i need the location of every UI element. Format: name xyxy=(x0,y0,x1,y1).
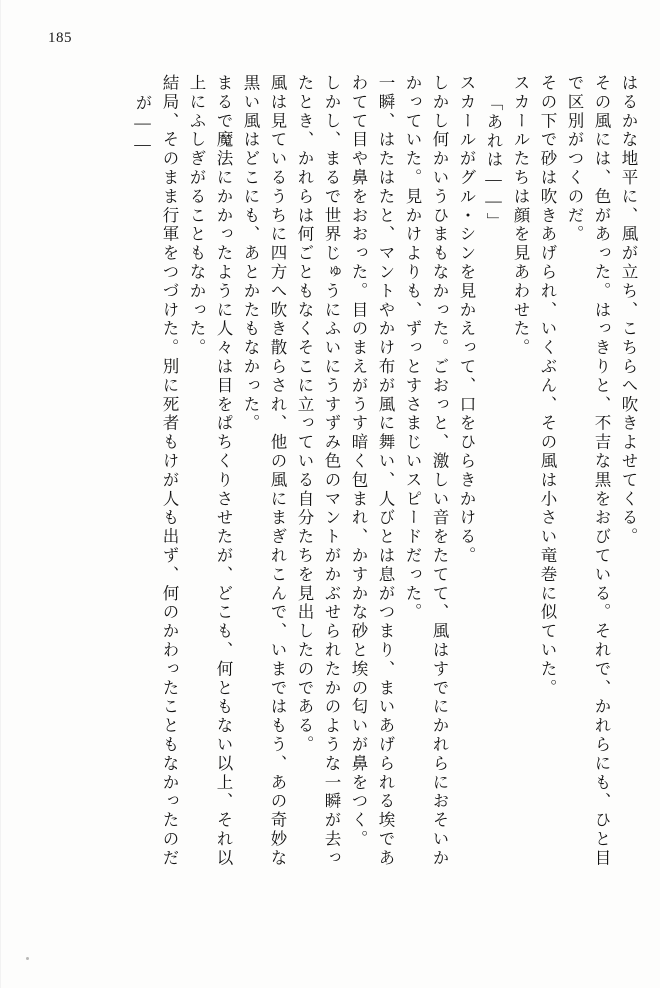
text-column: たとき、かれらは何ごともなくそこに立っている自分たちを見出したのである。 xyxy=(295,74,314,755)
text-column: はるかな地平に、風が立ち、こちらへ吹きよせてくる。 xyxy=(619,74,638,547)
text-column: スカールたちは顔を見あわせた。 xyxy=(511,74,530,358)
text-column: が—— xyxy=(133,94,152,156)
text-column: 一瞬、はたはたと、マントやかけ布が風に舞い、人びとは息がつまり、まいあげられる埃であ xyxy=(376,74,395,868)
text-column: わてて目や鼻をおおった。目のまえがうす暗く包まれ、かすかな砂と埃の匂いが鼻をつく。 xyxy=(349,74,368,849)
text-column: その風には、色があった。はっきりと、不吉な黒をおびている。それで、かれらにも、ひと目 xyxy=(592,74,611,868)
text-column: スカールがグル・シンを見かえって、口をひらきかける。 xyxy=(457,74,476,566)
scan-artifact-speck xyxy=(26,957,29,960)
text-column: 黒い風はどこにも、あとかたもなかった。 xyxy=(241,74,260,434)
text-column: で区別がつくのだ。 xyxy=(565,74,584,245)
text-column: 上にふしぎがることもなかった。 xyxy=(187,74,206,358)
text-column: 「あれは——」 xyxy=(484,94,503,232)
vertical-text-block xyxy=(40,74,636,934)
text-column: 結局、そのまま行軍をつづけた。別に死者もけが人も出ず、何のかわったこともなかったのだ xyxy=(160,74,179,868)
text-column: その下で砂は吹きあげられ、いくぶん、その風は小さい竜巻に似ていた。 xyxy=(538,74,557,698)
page-number: 185 xyxy=(48,30,72,46)
text-column: しかし、まるで世界じゅうにふいにうすずみ色のマントがかぶせられたかのような一瞬が去っ xyxy=(322,74,341,868)
text-column: まるで魔法にかかったように人々は目をぱちくりさせたが、どこも、何ともない以上、それ以 xyxy=(214,74,233,868)
text-column: しかし何かいうひまもなかった。ごおっと、激しい音をたてて、風はすでにかれらにおそいか xyxy=(430,74,449,868)
text-column: 風は見ているうちに四方へ吹き散らされ、他の風にまぎれこんで、いまではもう、あの奇妙な xyxy=(268,74,287,868)
text-column: かっていた。見かけよりも、ずっとすさまじいスピードだった。 xyxy=(403,74,422,623)
